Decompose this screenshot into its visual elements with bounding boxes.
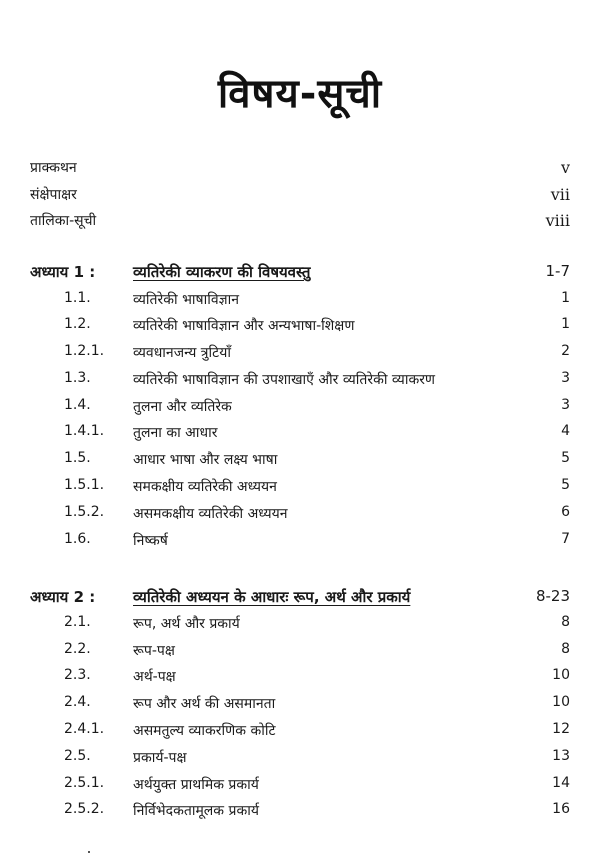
toc-section[interactable] bbox=[30, 801, 570, 825]
section-page: 8 bbox=[561, 641, 570, 657]
section-number: 1.4.1. bbox=[64, 423, 105, 439]
section-number: 1.4. bbox=[64, 397, 91, 413]
toc-section[interactable] bbox=[30, 721, 570, 745]
chapter-heading-2[interactable] bbox=[30, 587, 570, 613]
section-page: 4 bbox=[561, 423, 570, 439]
section-number: 2.4.1. bbox=[64, 721, 105, 737]
toc-section[interactable] bbox=[30, 316, 570, 340]
toc-section[interactable] bbox=[30, 423, 570, 447]
section-title: आधार भाषा और लक्ष्य भाषा bbox=[133, 452, 278, 468]
section-number: 2.4. bbox=[64, 694, 91, 710]
chapter-pages: 8-23 bbox=[535, 587, 570, 605]
section-number: 2.1. bbox=[64, 614, 91, 630]
section-page: 5 bbox=[561, 477, 570, 493]
toc-page: viii bbox=[545, 211, 570, 230]
section-page: 1 bbox=[561, 316, 570, 332]
section-number: 1.1. bbox=[64, 290, 91, 306]
section-title: अर्थयुक्त प्राथमिक प्रकार्य bbox=[133, 777, 259, 793]
toc-section[interactable] bbox=[30, 370, 570, 394]
toc-front-item[interactable] bbox=[30, 158, 570, 182]
section-page: 12 bbox=[552, 721, 570, 737]
toc-section[interactable] bbox=[30, 748, 570, 772]
page-title: विषय-सूची bbox=[217, 71, 383, 117]
toc-section[interactable] bbox=[30, 504, 570, 528]
section-title: निर्विभेदकतामूलक प्रकार्य bbox=[133, 803, 259, 819]
section-page: 8 bbox=[561, 614, 570, 630]
section-page: 16 bbox=[552, 801, 570, 817]
section-page: 14 bbox=[552, 775, 570, 791]
section-number: 2.5.1. bbox=[64, 775, 105, 791]
section-page: 5 bbox=[561, 450, 570, 466]
section-number: 1.2. bbox=[64, 316, 91, 332]
section-page: 13 bbox=[552, 748, 570, 764]
toc-section[interactable] bbox=[30, 450, 570, 474]
toc-section[interactable] bbox=[30, 290, 570, 314]
section-number: 1.3. bbox=[64, 370, 91, 386]
section-title: अर्थ-पक्ष bbox=[133, 669, 176, 685]
chapter-heading-1[interactable] bbox=[30, 262, 570, 288]
chapter-title: व्यतिरेकी अध्ययन के आधारः रूप, अर्थ और प्रकार्य bbox=[133, 588, 411, 606]
section-number: 1.5.2. bbox=[64, 504, 105, 520]
section-title: प्रकार्य-पक्ष bbox=[133, 750, 187, 766]
section-title: रूप-पक्ष bbox=[133, 643, 175, 659]
toc-label: प्राक्कथन bbox=[30, 160, 77, 176]
toc-front-item[interactable] bbox=[30, 211, 570, 235]
toc-section[interactable] bbox=[30, 641, 570, 665]
chapter-title: व्यतिरेकी व्याकरण की विषयवस्तु bbox=[133, 263, 311, 281]
toc-section[interactable] bbox=[30, 343, 570, 367]
toc-section[interactable] bbox=[30, 694, 570, 718]
chapter-pages: 1-7 bbox=[545, 262, 570, 280]
scan-speck bbox=[88, 851, 90, 853]
section-page: 3 bbox=[561, 370, 570, 386]
section-number: 1.5. bbox=[64, 450, 91, 466]
toc-page: v bbox=[560, 158, 570, 177]
section-page: 1 bbox=[561, 290, 570, 306]
section-title: असमतुल्य व्याकरणिक कोटि bbox=[133, 723, 276, 739]
toc-page: vii bbox=[550, 185, 570, 204]
section-number: 2.5.2. bbox=[64, 801, 105, 817]
section-number: 2.2. bbox=[64, 641, 91, 657]
section-page: 10 bbox=[552, 667, 570, 683]
section-page: 3 bbox=[561, 397, 570, 413]
section-number: 2.5. bbox=[64, 748, 91, 764]
section-title: समकक्षीय व्यतिरेकी अध्ययन bbox=[133, 479, 277, 495]
section-title: तुलना और व्यतिरेक bbox=[133, 399, 232, 415]
section-title: असमकक्षीय व्यतिरेकी अध्ययन bbox=[133, 506, 288, 522]
toc-section[interactable] bbox=[30, 775, 570, 799]
section-page: 6 bbox=[561, 504, 570, 520]
toc-section[interactable] bbox=[30, 531, 570, 555]
toc-label: तालिका-सूची bbox=[30, 213, 97, 229]
chapter-number: अध्याय 2 : bbox=[30, 588, 96, 606]
section-title: रूप और अर्थ की असमानता bbox=[133, 696, 276, 712]
toc-section[interactable] bbox=[30, 477, 570, 501]
section-title: निष्कर्ष bbox=[133, 533, 168, 549]
section-page: 7 bbox=[561, 531, 570, 547]
toc-label: संक्षेपाक्षर bbox=[30, 187, 77, 203]
section-number: 1.6. bbox=[64, 531, 91, 547]
section-page: 10 bbox=[552, 694, 570, 710]
section-title: व्यतिरेकी भाषाविज्ञान bbox=[133, 292, 240, 308]
section-page: 2 bbox=[561, 343, 570, 359]
chapter-number: अध्याय 1 : bbox=[30, 263, 96, 281]
section-title: व्यतिरेकी भाषाविज्ञान की उपशाखाएँ और व्यतिरेकी व्याकरण bbox=[133, 372, 436, 388]
section-title: व्यतिरेकी भाषाविज्ञान और अन्यभाषा-शिक्षण bbox=[133, 318, 355, 334]
section-number: 2.3. bbox=[64, 667, 91, 683]
toc-section[interactable] bbox=[30, 667, 570, 691]
toc-section[interactable] bbox=[30, 397, 570, 421]
section-number: 1.5.1. bbox=[64, 477, 105, 493]
section-title: तुलना का आधार bbox=[133, 425, 218, 441]
toc-section[interactable] bbox=[30, 614, 570, 638]
section-title: रूप, अर्थ और प्रकार्य bbox=[133, 616, 240, 632]
toc-front-item[interactable] bbox=[30, 185, 570, 209]
section-number: 1.2.1. bbox=[64, 343, 105, 359]
section-title: व्यवधानजन्य त्रुटियाँ bbox=[133, 345, 231, 361]
